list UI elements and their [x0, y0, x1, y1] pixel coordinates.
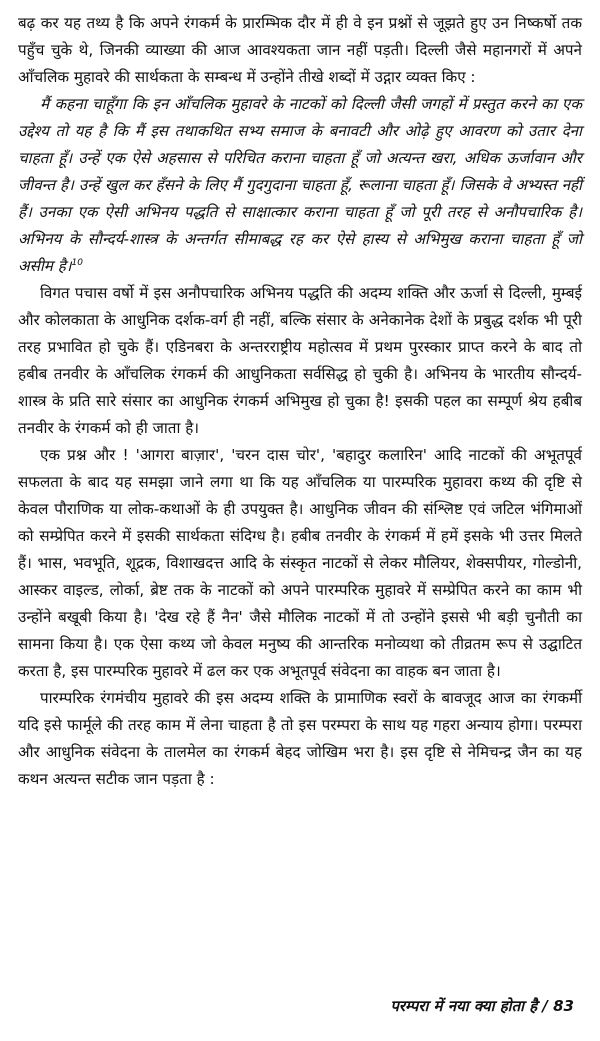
quote-text: मैं कहना चाहूँगा कि इन आँचलिक मुहावरे के नाटकों को दिल्ली जैसी जगहों में प्रस्तुत करने का एक उद्देश्य तो यह है कि मैं इस तथाकथित सभ्य समाज के बनावटी और ओढ़े हुए आवरण को उतार देना चाहता हूँ। उन्हें एक ऐसे अहसास से परिचित कराना चाहता हूँ जो अत्यन्त खरा, अधिक ऊर्जावान और जीवन्त है। उन्हें खुल कर हँसने के लिए मैं गुदगुदाना चाहता हूँ, रूलाना चाहता हूँ। जिसके वे अभ्यस्त नहीं हैं। उनका एक ऐसी अभिनय पद्धति से साक्षात्कार कराना चाहता हूँ जो पूरी तरह से अनौपचारिक है। अभिनय के सौन्दर्य-शास्त्र के अन्तर्गत सीमाबद्ध रह कर ऐसे हास्य से अभिमुख कराना चाहता हूँ जो असीम है।: [18, 95, 582, 275]
paragraph: विगत पचास वर्षो में इस अनौपचारिक अभिनय पद्धति की अदम्य शक्ति और ऊर्जा से दिल्ली, मुम्बई और कोलकाता के आधुनिक दर्शक-वर्ग ही नहीं, बल्कि संसार के अनेकानेक देशों के प्रबुद्ध दर्शक भी पूरी तरह प्रभावित हो चुके हैं। एडिनबरा के अन्तरराष्ट्रीय महोत्सव में प्रथम पुरस्कार प्राप्त करने के बाद तो हबीब तनवीर के आँचलिक रंगकर्म की आधुनिकता सर्वसिद्ध हो चुकी है। अभिनय के भारतीय सौन्दर्य-शास्त्र के प्रति सारे संसार का आधुनिक रंगकर्म अभिमुख हो चुका है! इसकी पहल का सम्पूर्ण श्रेय हबीब तनवीर के रंगकर्म को ही जाता है।: [18, 284, 582, 437]
block-quote: [18, 91, 582, 280]
paragraph: एक प्रश्न और ! 'आगरा बाज़ार', 'चरन दास चोर', 'बहादुर कलारिन' आदि नाटकों की अभूतपूर्व सफलता के बाद यह समझा जाने लगा था कि यह आँचलिक या पारम्परिक मुहावरा कथ्य की दृष्टि से केवल पौराणिक या लोक-कथाओं के ही उपयुक्त है। आधुनिक जीवन की संश्लिष्ट एवं जटिल भंगिमाओं को सम्प्रेपित करने में इसकी सार्थकता संदिग्ध है। हबीब तनवीर के रंगकर्म में हमें इसके भी उत्तर मिलते हैं। भास, भवभूति, शूद्रक, विशाखदत्त आदि के संस्कृत नाटकों से लेकर मौलियर, शेक्सपीयर, गोल्डोनी, आस्कर वाइल्ड, लोर्का, ब्रेष्ट तक के नाटकों को अपने पारम्परिक मुहावरे में सम्प्रेपित करने का काम भी उन्होंने बखूबी किया है। 'देख रहे हैं नैन' जैसे मौलिक नाटकों में तो उन्होंने इससे भी बड़ी चुनौती का सामना किया है। एक ऐसा कथ्य जो केवल मनुष्य की आन्तरिक मनोव्यथा को तीव्रतम रूप से उद्घाटित करता है, इस पारम्परिक मुहावरे में ढल कर एक अभूतपूर्व संवेदना का वाहक बन जाता है।: [18, 446, 582, 680]
running-footer: परम्परा में नया क्या होता है / 83: [390, 997, 574, 1015]
paragraph: पारम्परिक रंगमंचीय मुहावरे की इस अदम्य शक्ति के प्रामाणिक स्वरों के बावजूद आज का रंगकर्मी यदि इसे फार्मूले की तरह काम में लेना चाहता है तो इस परम्परा के साथ यह गहरा अन्याय होगा। परम्परा और आधुनिक संवेदना के तालमेल का रंगकर्म बेहद जोखिम भरा है। इस दृष्टि से नेमिचन्द्र जैन का यह कथन अत्यन्त सटीक जान पड़ता है :: [18, 689, 582, 788]
paragraph-continuation: बढ़ कर यह तथ्य है कि अपने रंगकर्म के प्रारम्भिक दौर में ही वे इन प्रश्नों से जूझते हुए उन निष्कर्षो तक पहुँच चुके थे, जिनकी व्याख्या की आज आवश्यकता जान नहीं पड़ती। दिल्ली जैसे महानगरों में अपने आँचलिक मुहावरे की सार्थकता के सम्बन्ध में उन्होंने तीखे शब्दों में उद्गार व्यक्त किए :: [18, 14, 582, 86]
footnote-marker: 10: [71, 257, 83, 268]
